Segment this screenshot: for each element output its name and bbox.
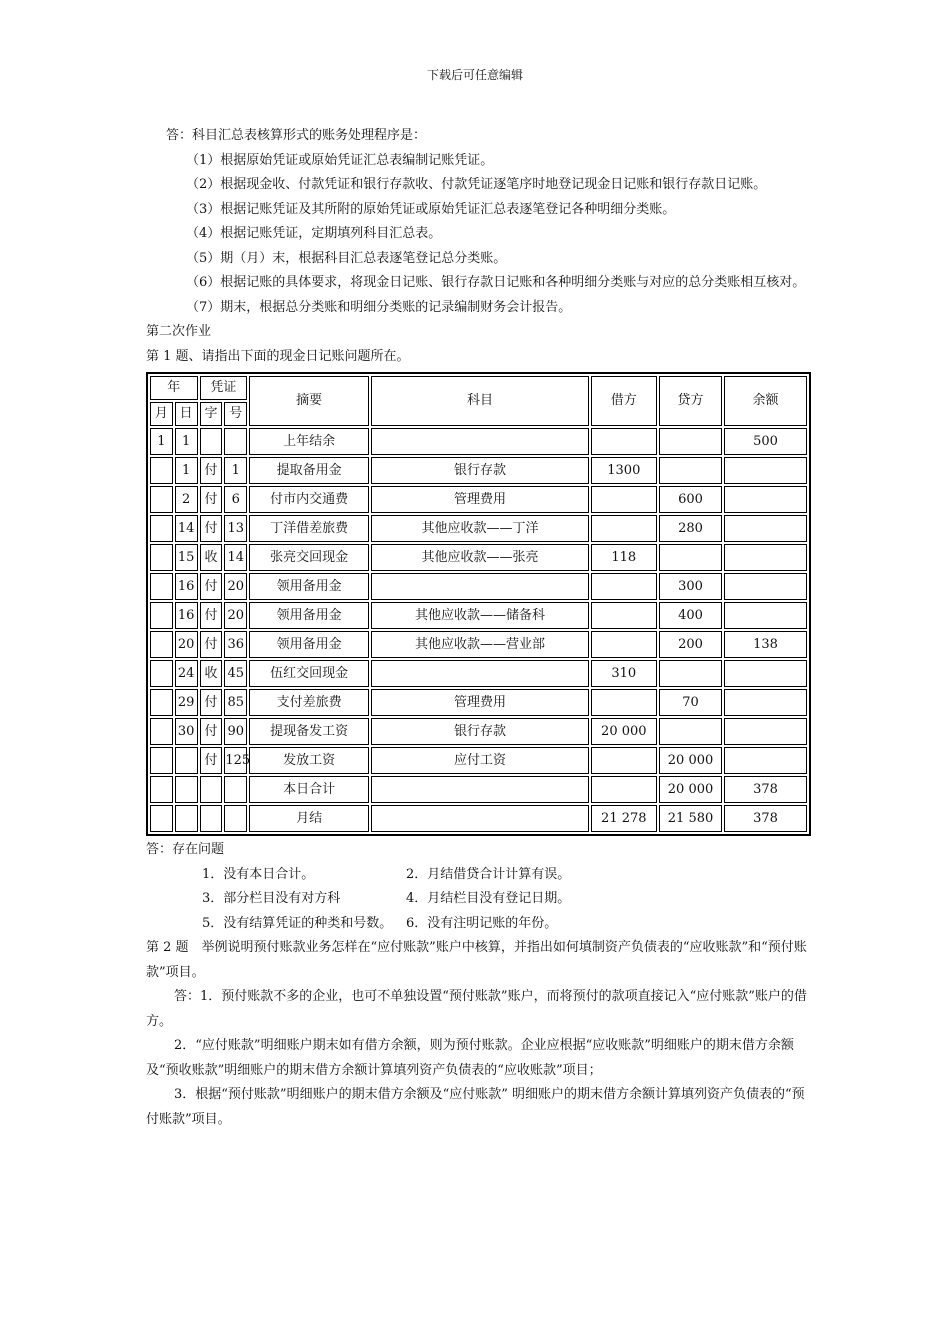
cell-summary: 提现备发工资 xyxy=(249,718,369,745)
cell-voucher-num: 125 xyxy=(224,747,247,774)
cell-summary: 丁洋借差旅费 xyxy=(249,515,369,542)
cell-debit xyxy=(591,631,657,658)
question-2-answer: 2．“应付账款”明细账户期末如有借方余额，则为预付账款。企业应根据“应收账款”明细账户的期末借方余额及“预收账款”明细账户的期末借方余额计算填列资产负债表的“应收账款”项目； xyxy=(146,1038,794,1078)
table-row xyxy=(150,776,807,803)
cell-summary: 提取备用金 xyxy=(249,457,369,484)
issue-item: 1．没有本日合计。 xyxy=(202,866,315,882)
question-2-title: 第 2 题 举例说明预付账款业务怎样在“应付账款”账户中核算，并指出如何填制资产负债表的“应收账款”和“预付账款”项目。 xyxy=(146,940,807,980)
cell-day: 20 xyxy=(175,631,198,658)
cell-credit: 21 580 xyxy=(659,805,722,832)
cell-voucher-num xyxy=(224,428,247,455)
cell-balance xyxy=(724,747,807,774)
intro-step: （2）根据现金收、付款凭证和银行存款收、付款凭证逐笔序时地登记现金日记账和银行存款日记账。 xyxy=(186,177,767,192)
cell-debit xyxy=(591,428,657,455)
col-header-summary: 摘要 xyxy=(249,376,369,426)
cell-month: 1 xyxy=(150,428,173,455)
cell-summary: 领用备用金 xyxy=(249,602,369,629)
cell-credit: 400 xyxy=(659,602,722,629)
cell-debit: 1300 xyxy=(591,457,657,484)
cell-summary: 付市内交通费 xyxy=(249,486,369,513)
cell-subject: 其他应收款——营业部 xyxy=(371,631,588,658)
cell-month xyxy=(150,486,173,513)
cell-subject xyxy=(371,660,588,687)
cell-day: 24 xyxy=(175,660,198,687)
cell-month xyxy=(150,660,173,687)
cell-day: 16 xyxy=(175,573,198,600)
cell-subject: 应付工资 xyxy=(371,747,588,774)
col-header-balance: 余额 xyxy=(724,376,807,426)
cell-balance xyxy=(724,718,807,745)
cell-month xyxy=(150,631,173,658)
cell-subject: 其他应收款——张亮 xyxy=(371,544,588,571)
col-header-subject: 科目 xyxy=(371,376,588,426)
document-body xyxy=(146,124,811,1132)
cell-balance xyxy=(724,544,807,571)
cell-voucher-char: 付 xyxy=(200,486,223,513)
cell-credit: 280 xyxy=(659,515,722,542)
issue-item: 3．部分栏目没有对方科 xyxy=(202,891,341,906)
intro-step: （3）根据记账凭证及其所附的原始凭证或原始凭证汇总表逐笔登记各种明细分类账。 xyxy=(186,201,676,217)
col-header-credit: 贷方 xyxy=(659,376,722,426)
cell-summary: 上年结余 xyxy=(249,428,369,455)
cell-summary: 伍红交回现金 xyxy=(249,660,369,687)
cell-debit xyxy=(591,689,657,716)
cell-voucher-char: 付 xyxy=(200,515,223,542)
cell-month xyxy=(150,573,173,600)
cell-month xyxy=(150,805,173,832)
table-row xyxy=(150,689,807,716)
col-header-day: 日 xyxy=(175,402,198,426)
issue-row xyxy=(202,863,811,888)
ledger-body xyxy=(150,428,807,832)
cell-balance xyxy=(724,689,807,716)
table-row xyxy=(150,805,807,832)
cell-voucher-num: 1 xyxy=(224,457,247,484)
cell-credit: 20 000 xyxy=(659,747,722,774)
cell-month xyxy=(150,544,173,571)
cell-subject xyxy=(371,805,588,832)
issue-item: 4．月结栏目没有登记日期。 xyxy=(406,891,571,906)
cell-debit xyxy=(591,515,657,542)
table-row xyxy=(150,660,807,687)
intro-step: （1）根据原始凭证或原始凭证汇总表编制记账凭证。 xyxy=(186,152,494,168)
table-row xyxy=(150,631,807,658)
cell-day: 16 xyxy=(175,602,198,629)
cell-day: 30 xyxy=(175,718,198,745)
cell-subject: 其他应收款——丁洋 xyxy=(371,515,588,542)
intro-step: （7）期末，根据总分类账和明细分类账的记录编制财务会计报告。 xyxy=(186,299,572,315)
table-row xyxy=(150,602,807,629)
cell-summary: 领用备用金 xyxy=(249,631,369,658)
table-row xyxy=(150,747,807,774)
cell-balance xyxy=(724,515,807,542)
answer-title: 答：存在问题 xyxy=(146,842,225,857)
cell-subject xyxy=(371,573,588,600)
cell-month xyxy=(150,689,173,716)
cell-credit: 300 xyxy=(659,573,722,600)
cell-subject: 管理费用 xyxy=(371,486,588,513)
cell-debit xyxy=(591,776,657,803)
issue-item: 6．没有注明记账的年份。 xyxy=(406,915,558,931)
cell-voucher-num: 45 xyxy=(224,660,247,687)
cell-day: 1 xyxy=(175,457,198,484)
cell-day xyxy=(175,747,198,774)
cell-debit: 21 278 xyxy=(591,805,657,832)
cell-balance xyxy=(724,573,807,600)
cell-month xyxy=(150,457,173,484)
cell-voucher-num: 13 xyxy=(224,515,247,542)
cell-summary: 支付差旅费 xyxy=(249,689,369,716)
page-header: 下载后可任意编辑 xyxy=(426,68,523,82)
table-row xyxy=(150,573,807,600)
col-header-char: 字 xyxy=(200,402,223,426)
cell-debit xyxy=(591,486,657,513)
cell-debit: 118 xyxy=(591,544,657,571)
col-header-year: 年 xyxy=(150,376,198,400)
cell-balance: 378 xyxy=(724,805,807,832)
issue-item: 2．月结借贷合计计算有误。 xyxy=(406,866,571,882)
cell-balance xyxy=(724,486,807,513)
cell-debit: 20 000 xyxy=(591,718,657,745)
cell-balance: 138 xyxy=(724,631,807,658)
cell-credit xyxy=(659,428,722,455)
issue-row xyxy=(202,887,811,912)
cell-credit xyxy=(659,718,722,745)
cell-day: 29 xyxy=(175,689,198,716)
question-1-title: 第 1 题、请指出下面的现金日记账问题所在。 xyxy=(146,348,410,364)
cell-day: 2 xyxy=(175,486,198,513)
cell-debit xyxy=(591,747,657,774)
cell-day xyxy=(175,776,198,803)
question-2-answer: 3．根据“预付账款”明细账户的期末借方余额及“应付账款” 明细账户的期末借方余额计算填列资产负债表的“预付账款”项目。 xyxy=(146,1087,805,1127)
cell-voucher-num: 36 xyxy=(224,631,247,658)
intro-step: （5）期（月）末，根据科目汇总表逐笔登记总分类账。 xyxy=(186,250,507,266)
col-header-num: 号 xyxy=(224,402,247,426)
cell-summary: 月结 xyxy=(249,805,369,832)
cell-credit xyxy=(659,457,722,484)
cell-subject xyxy=(371,428,588,455)
cell-voucher-char: 付 xyxy=(200,457,223,484)
cell-voucher-num: 20 xyxy=(224,602,247,629)
cell-voucher-num xyxy=(224,776,247,803)
cell-balance xyxy=(724,602,807,629)
cell-voucher-char: 付 xyxy=(200,689,223,716)
table-row xyxy=(150,486,807,513)
cell-month xyxy=(150,602,173,629)
cell-voucher-char: 付 xyxy=(200,573,223,600)
cell-month xyxy=(150,747,173,774)
cell-day: 14 xyxy=(175,515,198,542)
cell-voucher-num: 14 xyxy=(224,544,247,571)
cell-voucher-char: 付 xyxy=(200,631,223,658)
cell-voucher-char xyxy=(200,428,223,455)
cell-month xyxy=(150,718,173,745)
cell-voucher-num: 85 xyxy=(224,689,247,716)
cell-voucher-char xyxy=(200,805,223,832)
cell-voucher-num: 6 xyxy=(224,486,247,513)
cell-credit: 600 xyxy=(659,486,722,513)
cell-subject xyxy=(371,776,588,803)
cell-month xyxy=(150,776,173,803)
cell-subject: 银行存款 xyxy=(371,718,588,745)
cell-credit: 70 xyxy=(659,689,722,716)
cell-subject: 其他应收款——储备科 xyxy=(371,602,588,629)
cell-voucher-num: 20 xyxy=(224,573,247,600)
question-2-answer: 答：1．预付账款不多的企业，也可不单独设置“预付账款”账户，而将预付的款项直接记入“应付账款”账户的借方。 xyxy=(146,989,807,1029)
table-row xyxy=(150,428,807,455)
table-row xyxy=(150,544,807,571)
cell-balance xyxy=(724,660,807,687)
cell-voucher-char: 收 xyxy=(200,544,223,571)
cash-journal-table xyxy=(146,372,811,836)
cell-balance: 378 xyxy=(724,776,807,803)
cell-voucher-char xyxy=(200,776,223,803)
cell-subject: 管理费用 xyxy=(371,689,588,716)
table-row xyxy=(150,718,807,745)
cell-credit: 20 000 xyxy=(659,776,722,803)
issues-list xyxy=(202,863,811,937)
col-header-debit: 借方 xyxy=(591,376,657,426)
issue-row xyxy=(202,912,811,937)
table-row xyxy=(150,457,807,484)
cell-credit xyxy=(659,660,722,687)
cell-balance xyxy=(724,457,807,484)
cell-voucher-char: 付 xyxy=(200,718,223,745)
intro-step: （6）根据记账的具体要求，将现金日记账、银行存款日记账和各种明细分类账与对应的总分类账相互核对。 xyxy=(186,275,806,290)
cell-debit: 310 xyxy=(591,660,657,687)
cell-voucher-char: 付 xyxy=(200,602,223,629)
col-header-month: 月 xyxy=(150,402,173,426)
intro-line: 答：科目汇总表核算形式的账务处理程序是： xyxy=(166,128,427,143)
cell-summary: 本日合计 xyxy=(249,776,369,803)
cell-credit xyxy=(659,544,722,571)
cell-balance: 500 xyxy=(724,428,807,455)
cell-debit xyxy=(591,602,657,629)
cell-summary: 张亮交回现金 xyxy=(249,544,369,571)
cell-voucher-char: 付 xyxy=(200,747,223,774)
cell-voucher-char: 收 xyxy=(200,660,223,687)
cell-debit xyxy=(591,573,657,600)
cell-day xyxy=(175,805,198,832)
cell-summary: 领用备用金 xyxy=(249,573,369,600)
cell-voucher-num xyxy=(224,805,247,832)
cell-month xyxy=(150,515,173,542)
cell-day: 1 xyxy=(175,428,198,455)
table-row xyxy=(150,515,807,542)
intro-step: （4）根据记账凭证，定期填列科目汇总表。 xyxy=(186,226,442,241)
section-title: 第二次作业 xyxy=(146,324,212,339)
cell-voucher-num: 90 xyxy=(224,718,247,745)
cell-summary: 发放工资 xyxy=(249,747,369,774)
cell-subject: 银行存款 xyxy=(371,457,588,484)
cell-credit: 200 xyxy=(659,631,722,658)
issue-item: 5．没有结算凭证的种类和号数。 xyxy=(202,915,393,931)
cell-day: 15 xyxy=(175,544,198,571)
col-header-voucher: 凭证 xyxy=(200,376,248,400)
